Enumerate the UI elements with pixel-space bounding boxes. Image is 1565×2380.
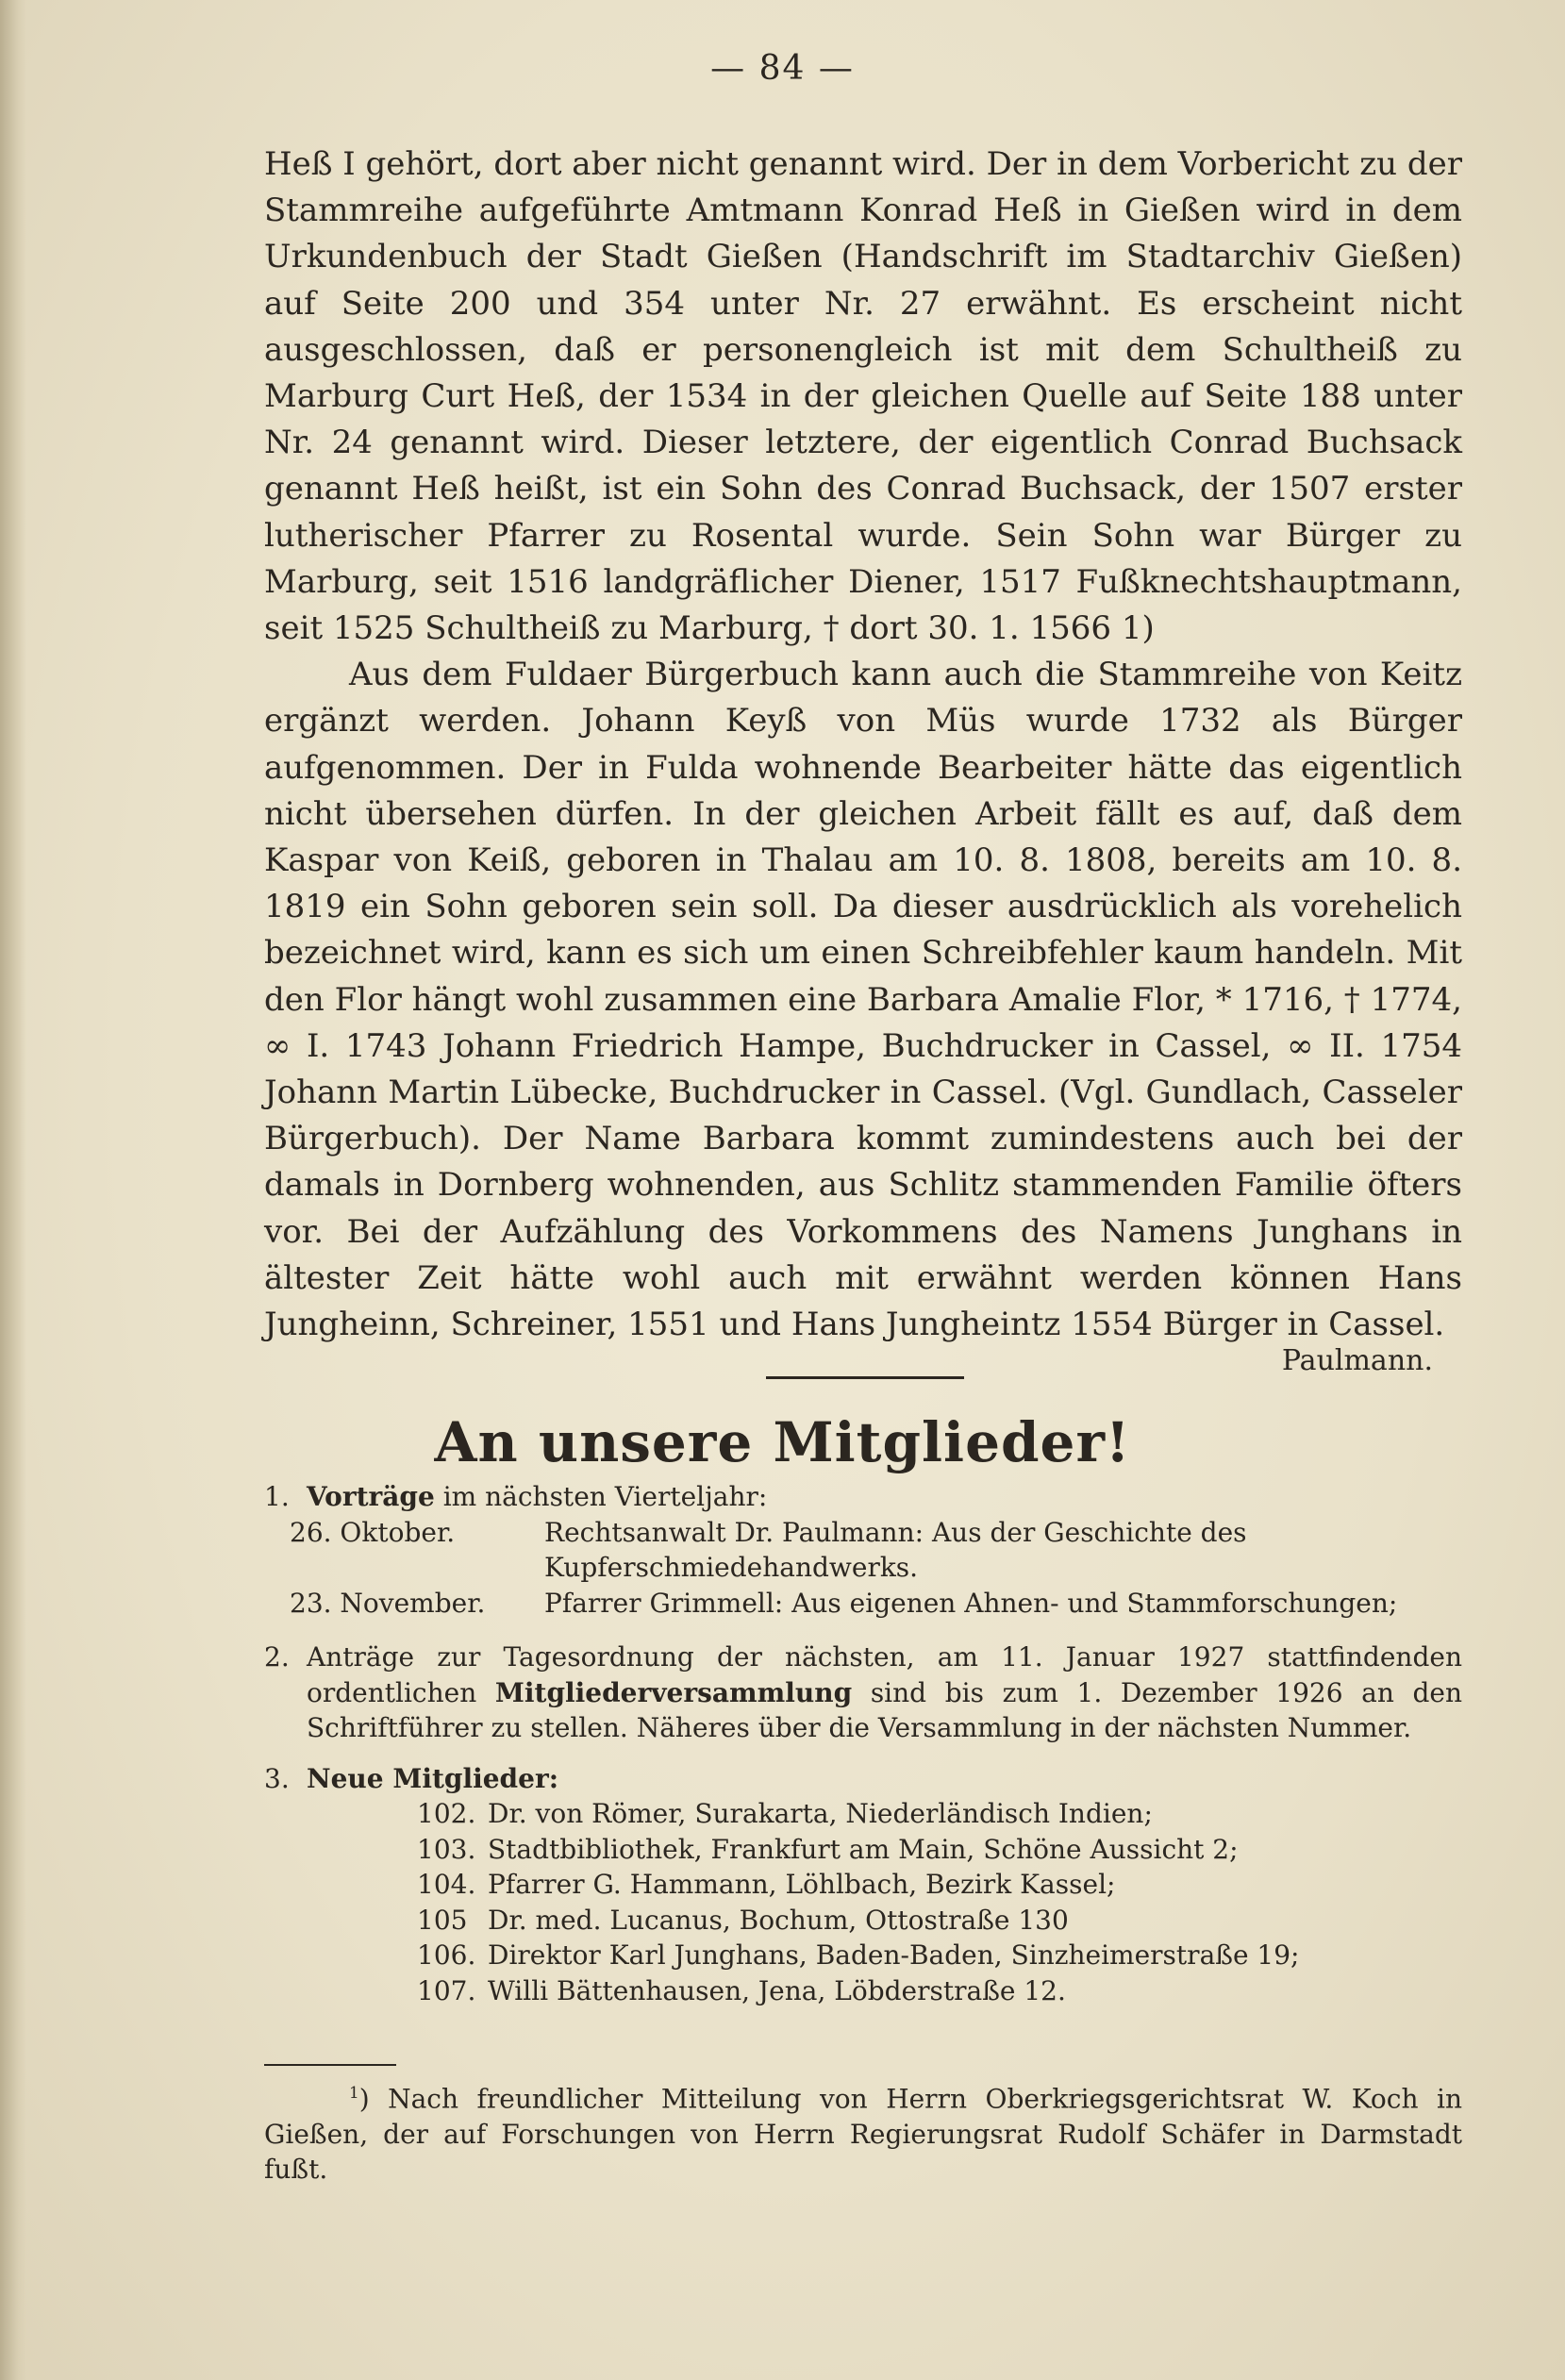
footnote-text: ) Nach freundlicher Mitteilung von Herrn Oberkriegsgerichtsrat W. Koch in Gießen, der auf Forschungen von Herrn Regierungsrat Rudolf Schäfer in Darmstadt fußt. [264, 2083, 1462, 2186]
notice-text: Anträge zur Tagesordnung der nächsten, am 11. Januar 1927 stattfindenden ordentlichen [307, 1641, 1462, 1708]
lecture-entry [290, 1515, 1462, 1586]
lecture-date: 23. November. [290, 1587, 486, 1619]
list-item [417, 1796, 1462, 1832]
lecture-text: Rechtsanwalt Dr. Paulmann: Aus der Geschichte des Kupferschmiedehandwerks. [544, 1516, 1247, 1583]
member-text: Dr. med. Lucanus, Bochum, Ottostraße 130 [488, 1904, 1069, 1936]
notice-number: 3. [264, 1762, 290, 1794]
list-item [417, 1832, 1462, 1868]
article-paragraph-2: Aus dem Fuldaer Bürgerbuch kann auch die Stammreihe von Keitz ergänzt werden. Johann Keyß von Müs wurde 1732 als Bürger aufgenommen. Der in Fulda wohnende Bearbeiter hätte das eigentlich nicht übersehen dürfen. In der gleichen Arbeit fällt es auf, daß dem Kaspar von Keiß, geboren in Thalau am 10. 8. 1808, bereits am 10. 8. 1819 ein Sohn geboren sein soll. Da dieser ausdrücklich als vorehelich bezeichnet wird, kann es sich um einen Schreibfehler kaum handeln. Mit den Flor hängt wohl zusammen eine Barbara Amalie Flor, * 1716, † 1774, ∞ I. 1743 Johann Friedrich Hampe, Buchdrucker in Cassel, ∞ II. 1754 Johann Martin Lübecke, Buchdrucker in Cassel. (Vgl. Gundlach, Casseler Bürgerbuch). Der Name Barbara kommt zumindestens auch bei der damals in Dornberg wohnenden, aus Schlitz stammenden Familie öfters vor. Bei der Aufzählung des Vorkommens des Namens Junghans in ältester Zeit hätte wohl auch mit erwähnt werden können Hans Jungheinn, Schreiner, 1551 und Hans Jungheintz 1554 Bürger in Cassel. [264, 656, 1462, 1344]
member-text: Dr. von Römer, Surakarta, Niederländisch Indien; [488, 1798, 1153, 1829]
members-heading: An unsere Mitglieder! [434, 1410, 1131, 1474]
lecture-entry [290, 1586, 1462, 1622]
member-text: Pfarrer G. Hammann, Löhlbach, Bezirk Kassel; [488, 1869, 1116, 1900]
book-spine-shadow [0, 0, 26, 2380]
lecture-date: 26. Oktober. [290, 1516, 456, 1548]
author-signature: Paulmann. [1281, 1344, 1433, 1377]
notice-bold-term: Mitgliederversammlung [494, 1676, 853, 1708]
list-item [417, 1903, 1462, 1939]
member-text: Willi Bättenhausen, Jena, Löbderstraße 12. [488, 1974, 1066, 2006]
members-notices [264, 1479, 1462, 2008]
member-number: 104. [417, 1869, 476, 1900]
list-item [417, 1973, 1462, 2009]
member-number: 106. [417, 1939, 476, 1971]
notice-item-lectures [264, 1479, 1462, 1515]
notice-item-motions [264, 1639, 1462, 1746]
footnote-reference: 1) [1121, 609, 1155, 648]
page-number: — 84 — [710, 49, 855, 88]
notice-text: sind bis zum 1. Dezember 1926 an den Schriftführer zu stellen. Näheres über die Versammlung in der nächsten Nummer. [307, 1676, 1462, 1743]
notice-title: Vorträge [307, 1481, 435, 1512]
member-text: Direktor Karl Junghans, Baden-Baden, Sinzheimerstraße 19; [488, 1939, 1300, 1971]
member-text: Stadtbibliothek, Frankfurt am Main, Schöne Aussicht 2; [488, 1833, 1239, 1865]
member-number: 107. [417, 1974, 476, 2006]
new-members-list [417, 1796, 1462, 2008]
article-body [264, 141, 1462, 1348]
member-number: 103. [417, 1833, 476, 1865]
member-number: 105 [417, 1904, 468, 1936]
list-item [417, 1867, 1462, 1903]
notice-subtitle: im nächsten Vierteljahr: [442, 1481, 768, 1512]
article-paragraph-1: Heß I gehört, dort aber nicht genannt wird. Der in dem Vorbericht zu der Stammreihe aufgeführte Amtmann Konrad Heß in Gießen wird in dem Urkundenbuch der Stadt Gießen (Handschrift im Stadtarchiv Gießen) auf Seite 200 und 354 unter Nr. 27 erwähnt. Es erscheint nicht ausgeschlossen, daß er personengleich ist mit dem Schultheiß zu Marburg Curt Heß, der 1534 in der gleichen Quelle auf Seite 188 unter Nr. 24 genannt wird. Dieser letztere, der eigentlich Conrad Buchsack genannt Heß heißt, ist ein Sohn des Conrad Buchsack, der 1507 erster lutherischer Pfarrer zu Rosental wurde. Sein Sohn war Bürger zu Marburg, seit 1516 landgräflicher Diener, 1517 Fußknechtshauptmann, seit 1525 Schultheiß zu Marburg, † dort 30. 1. 1566 1) [264, 145, 1462, 648]
footnote-marker: 1 [349, 2083, 359, 2102]
member-number: 102. [417, 1798, 476, 1829]
footnote-divider [264, 2064, 396, 2066]
notice-number: 1. [264, 1481, 290, 1512]
lecture-text: Pfarrer Grimmell: Aus eigenen Ahnen- und Stammforschungen; [544, 1587, 1398, 1619]
section-divider [766, 1376, 964, 1379]
notice-number: 2. [264, 1641, 290, 1673]
footnote [264, 2075, 1462, 2188]
notice-title: Neue Mitglieder: [307, 1762, 559, 1794]
list-item [417, 1938, 1462, 1973]
notice-item-new-members [264, 1761, 1462, 1797]
